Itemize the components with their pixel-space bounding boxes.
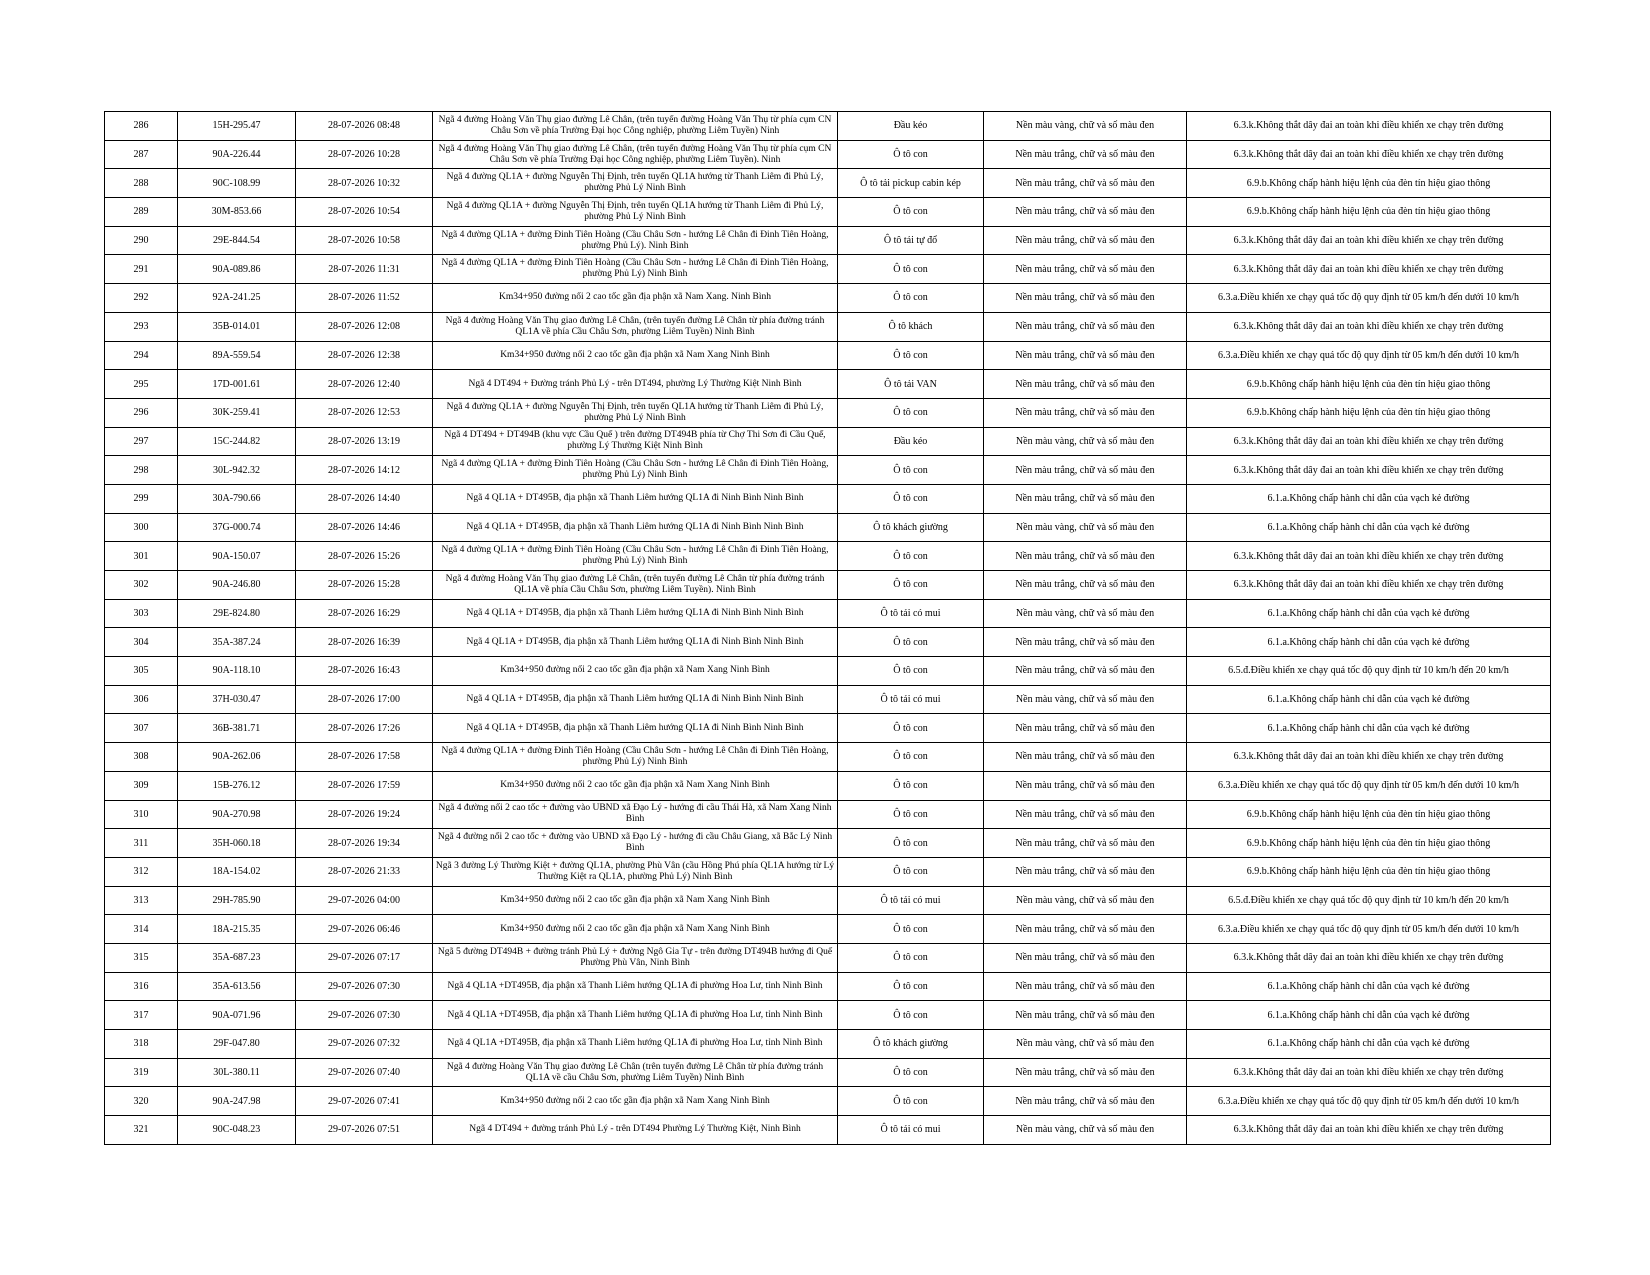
table-row	[105, 857, 1551, 886]
location-cell: Km34+950 đường nối 2 cao tốc gần địa phận xã Nam Xang Ninh Bình	[433, 915, 838, 944]
timestamp-cell: 29-07-2026 07:17	[296, 943, 433, 972]
row-number-cell: 304	[105, 628, 178, 657]
license-plate-cell: 18A-215.35	[178, 915, 296, 944]
vehicle-type-cell: Ô tô tải có mui	[838, 685, 984, 714]
row-number-cell: 310	[105, 800, 178, 829]
plate-color-cell: Nền màu trắng, chữ và số màu đen	[984, 628, 1187, 657]
location-cell: Ngã 5 đường DT494B + đường tránh Phủ Lý + đường Ngô Gia Tự - trên đường DT494B hướng đi Quế Phường Phù Vân, Ninh Bình	[433, 943, 838, 972]
location-cell: Km34+950 đường nối 2 cao tốc gần địa phận xã Nam Xang. Ninh Bình	[433, 284, 838, 313]
row-number-cell: 318	[105, 1030, 178, 1059]
timestamp-cell: 28-07-2026 17:26	[296, 714, 433, 743]
vehicle-type-cell: Ô tô con	[838, 829, 984, 858]
timestamp-cell: 29-07-2026 07:40	[296, 1058, 433, 1087]
plate-color-cell: Nền màu trắng, chữ và số màu đen	[984, 771, 1187, 800]
vehicle-type-cell: Ô tô con	[838, 943, 984, 972]
license-plate-cell: 92A-241.25	[178, 284, 296, 313]
table-row	[105, 571, 1551, 600]
violation-cell: 6.3.a.Điều khiển xe chạy quá tốc độ quy định từ 05 km/h đến dưới 10 km/h	[1187, 1087, 1551, 1116]
plate-color-cell: Nền màu trắng, chữ và số màu đen	[984, 972, 1187, 1001]
violation-cell: 6.9.b.Không chấp hành hiệu lệnh của đèn tín hiệu giao thông	[1187, 370, 1551, 399]
violation-cell: 6.1.a.Không chấp hành chỉ dẫn của vạch kẻ đường	[1187, 972, 1551, 1001]
table-body	[105, 112, 1551, 1145]
row-number-cell: 289	[105, 198, 178, 227]
table-row	[105, 1001, 1551, 1030]
plate-color-cell: Nền màu vàng, chữ và số màu đen	[984, 1116, 1187, 1145]
violation-cell: 6.3.k.Không thắt dây đai an toàn khi điều khiển xe chạy trên đường	[1187, 140, 1551, 169]
violation-cell: 6.9.b.Không chấp hành hiệu lệnh của đèn tín hiệu giao thông	[1187, 829, 1551, 858]
plate-color-cell: Nền màu trắng, chữ và số màu đen	[984, 857, 1187, 886]
violation-cell: 6.1.a.Không chấp hành chỉ dẫn của vạch kẻ đường	[1187, 1030, 1551, 1059]
row-number-cell: 306	[105, 685, 178, 714]
table-row	[105, 829, 1551, 858]
row-number-cell: 311	[105, 829, 178, 858]
table-row	[105, 312, 1551, 341]
vehicle-type-cell: Đầu kéo	[838, 427, 984, 456]
location-cell: Ngã 4 QL1A +DT495B, địa phận xã Thanh Liêm hướng QL1A đi phường Hoa Lư, tỉnh Ninh Bình	[433, 1030, 838, 1059]
timestamp-cell: 29-07-2026 07:30	[296, 972, 433, 1001]
vehicle-type-cell: Ô tô con	[838, 714, 984, 743]
timestamp-cell: 29-07-2026 07:32	[296, 1030, 433, 1059]
violation-cell: 6.1.a.Không chấp hành chỉ dẫn của vạch kẻ đường	[1187, 628, 1551, 657]
timestamp-cell: 28-07-2026 10:58	[296, 226, 433, 255]
plate-color-cell: Nền màu trắng, chữ và số màu đen	[984, 829, 1187, 858]
location-cell: Ngã 4 đường QL1A + đường Đinh Tiên Hoàng (Cầu Châu Sơn - hướng Lê Chân đi Đinh Tiên Hoàng, phường Phủ Lý) Ninh Bình	[433, 456, 838, 485]
vehicle-type-cell: Ô tô con	[838, 628, 984, 657]
plate-color-cell: Nền màu trắng, chữ và số màu đen	[984, 1058, 1187, 1087]
table-row	[105, 1087, 1551, 1116]
row-number-cell: 288	[105, 169, 178, 198]
license-plate-cell: 90C-048.23	[178, 1116, 296, 1145]
location-cell: Km34+950 đường nối 2 cao tốc gần địa phận xã Nam Xang Ninh Bình	[433, 657, 838, 686]
plate-color-cell: Nền màu trắng, chữ và số màu đen	[984, 571, 1187, 600]
location-cell: Km34+950 đường nối 2 cao tốc gần địa phận xã Nam Xang Ninh Bình	[433, 771, 838, 800]
license-plate-cell: 90A-150.07	[178, 542, 296, 571]
location-cell: Ngã 4 QL1A + DT495B, địa phận xã Thanh Liêm hướng QL1A đi Ninh Bình Ninh Bình	[433, 714, 838, 743]
location-cell: Ngã 4 đường Hoàng Văn Thụ giao đường Lê Chân, (trên tuyến đường Lê Chân từ phía đường tránh QL1A về phía Cầu Châu Sơn, phường Liêm Tuyền). Ninh Bình	[433, 571, 838, 600]
vehicle-type-cell: Ô tô tải VAN	[838, 370, 984, 399]
license-plate-cell: 90A-089.86	[178, 255, 296, 284]
violation-cell: 6.3.k.Không thắt dây đai an toàn khi điều khiển xe chạy trên đường	[1187, 112, 1551, 141]
timestamp-cell: 28-07-2026 16:39	[296, 628, 433, 657]
table-row	[105, 226, 1551, 255]
table-row	[105, 915, 1551, 944]
violation-cell: 6.1.a.Không chấp hành chỉ dẫn của vạch kẻ đường	[1187, 1001, 1551, 1030]
row-number-cell: 300	[105, 513, 178, 542]
license-plate-cell: 29H-785.90	[178, 886, 296, 915]
violation-cell: 6.9.b.Không chấp hành hiệu lệnh của đèn tín hiệu giao thông	[1187, 169, 1551, 198]
row-number-cell: 308	[105, 743, 178, 772]
vehicle-type-cell: Ô tô con	[838, 1058, 984, 1087]
timestamp-cell: 28-07-2026 15:28	[296, 571, 433, 600]
license-plate-cell: 90A-246.80	[178, 571, 296, 600]
row-number-cell: 294	[105, 341, 178, 370]
location-cell: Ngã 4 QL1A +DT495B, địa phận xã Thanh Liêm hướng QL1A đi phường Hoa Lư, tỉnh Ninh Bình	[433, 1001, 838, 1030]
row-number-cell: 316	[105, 972, 178, 1001]
violation-cell: 6.1.a.Không chấp hành chỉ dẫn của vạch kẻ đường	[1187, 714, 1551, 743]
location-cell: Ngã 4 DT494 + DT494B (khu vực Cầu Quế ) trên đường DT494B phía từ Chợ Thi Sơn đi Cầu Quế, phường Lý Thường Kiệt Ninh Bình	[433, 427, 838, 456]
license-plate-cell: 29E-844.54	[178, 226, 296, 255]
timestamp-cell: 28-07-2026 13:19	[296, 427, 433, 456]
plate-color-cell: Nền màu trắng, chữ và số màu đen	[984, 800, 1187, 829]
plate-color-cell: Nền màu vàng, chữ và số màu đen	[984, 112, 1187, 141]
violation-cell: 6.3.a.Điều khiển xe chạy quá tốc độ quy định từ 05 km/h đến dưới 10 km/h	[1187, 771, 1551, 800]
location-cell: Ngã 4 DT494 + đường tránh Phủ Lý - trên DT494 Phường Lý Thường Kiệt, Ninh Bình	[433, 1116, 838, 1145]
plate-color-cell: Nền màu trắng, chữ và số màu đen	[984, 484, 1187, 513]
plate-color-cell: Nền màu vàng, chữ và số màu đen	[984, 886, 1187, 915]
row-number-cell: 298	[105, 456, 178, 485]
license-plate-cell: 35H-060.18	[178, 829, 296, 858]
violation-cell: 6.9.b.Không chấp hành hiệu lệnh của đèn tín hiệu giao thông	[1187, 857, 1551, 886]
row-number-cell: 307	[105, 714, 178, 743]
license-plate-cell: 15B-276.12	[178, 771, 296, 800]
violation-cell: 6.3.k.Không thắt dây đai an toàn khi điều khiển xe chạy trên đường	[1187, 456, 1551, 485]
location-cell: Ngã 4 đường Hoàng Văn Thụ giao đường Lê Chân, (trên tuyến đường Hoàng Văn Thụ từ phía cụm CN Châu Sơn về phía Trường Đại học Công nghiệp, phường Liêm Tuyền). Ninh	[433, 140, 838, 169]
row-number-cell: 291	[105, 255, 178, 284]
location-cell: Ngã 4 QL1A + DT495B, địa phận xã Thanh Liêm hướng QL1A đi Ninh Bình Ninh Bình	[433, 484, 838, 513]
violation-cell: 6.5.đ.Điều khiển xe chạy quá tốc độ quy định từ 10 km/h đến 20 km/h	[1187, 886, 1551, 915]
violation-cell: 6.3.k.Không thắt dây đai an toàn khi điều khiển xe chạy trên đường	[1187, 255, 1551, 284]
table-row	[105, 628, 1551, 657]
row-number-cell: 302	[105, 571, 178, 600]
license-plate-cell: 37H-030.47	[178, 685, 296, 714]
location-cell: Ngã 4 QL1A +DT495B, địa phận xã Thanh Liêm hướng QL1A đi phường Hoa Lư, tỉnh Ninh Bình	[433, 972, 838, 1001]
location-cell: Ngã 4 đường Hoàng Văn Thụ giao đường Lê Chân, (trên tuyến đường Lê Chân từ phía đường tránh QL1A về phía Cầu Châu Sơn, phường Liêm Tuyền) Ninh Bình	[433, 312, 838, 341]
table-row	[105, 513, 1551, 542]
plate-color-cell: Nền màu trắng, chữ và số màu đen	[984, 312, 1187, 341]
violation-cell: 6.5.đ.Điều khiển xe chạy quá tốc độ quy định từ 10 km/h đến 20 km/h	[1187, 657, 1551, 686]
vehicle-type-cell: Ô tô con	[838, 857, 984, 886]
violation-cell: 6.3.k.Không thắt dây đai an toàn khi điều khiển xe chạy trên đường	[1187, 427, 1551, 456]
license-plate-cell: 90A-247.98	[178, 1087, 296, 1116]
timestamp-cell: 28-07-2026 10:54	[296, 198, 433, 227]
plate-color-cell: Nền màu trắng, chữ và số màu đen	[984, 255, 1187, 284]
table-row	[105, 370, 1551, 399]
vehicle-type-cell: Ô tô con	[838, 571, 984, 600]
location-cell: Km34+950 đường nối 2 cao tốc gần địa phận xã Nam Xang Ninh Bình	[433, 341, 838, 370]
location-cell: Ngã 4 QL1A + DT495B, địa phận xã Thanh Liêm hướng QL1A đi Ninh Bình Ninh Bình	[433, 628, 838, 657]
location-cell: Ngã 4 đường nối 2 cao tốc + đường vào UBND xã Đạo Lý - hướng đi cầu Châu Giang, xã Bắc Lý Ninh Bình	[433, 829, 838, 858]
timestamp-cell: 29-07-2026 07:30	[296, 1001, 433, 1030]
location-cell: Ngã 4 DT494 + Đường tránh Phủ Lý - trên DT494, phường Lý Thường Kiệt Ninh Bình	[433, 370, 838, 399]
timestamp-cell: 28-07-2026 08:48	[296, 112, 433, 141]
vehicle-type-cell: Ô tô tải pickup cabin kép	[838, 169, 984, 198]
location-cell: Ngã 4 đường QL1A + đường Đinh Tiên Hoàng (Cầu Châu Sơn - hướng Lê Chân đi Đinh Tiên Hoàng, phường Phủ Lý) Ninh Bình	[433, 542, 838, 571]
location-cell: Ngã 4 QL1A + DT495B, địa phận xã Thanh Liêm hướng QL1A đi Ninh Bình Ninh Bình	[433, 685, 838, 714]
table-row	[105, 255, 1551, 284]
license-plate-cell: 35A-387.24	[178, 628, 296, 657]
timestamp-cell: 28-07-2026 12:38	[296, 341, 433, 370]
license-plate-cell: 90A-270.98	[178, 800, 296, 829]
plate-color-cell: Nền màu trắng, chữ và số màu đen	[984, 284, 1187, 313]
timestamp-cell: 28-07-2026 17:59	[296, 771, 433, 800]
table-row	[105, 169, 1551, 198]
table-row	[105, 685, 1551, 714]
license-plate-cell: 30M-853.66	[178, 198, 296, 227]
row-number-cell: 301	[105, 542, 178, 571]
vehicle-type-cell: Ô tô con	[838, 1087, 984, 1116]
table-row	[105, 398, 1551, 427]
vehicle-type-cell: Ô tô con	[838, 972, 984, 1001]
vehicle-type-cell: Ô tô con	[838, 743, 984, 772]
table-row	[105, 943, 1551, 972]
plate-color-cell: Nền màu trắng, chữ và số màu đen	[984, 398, 1187, 427]
timestamp-cell: 29-07-2026 07:51	[296, 1116, 433, 1145]
license-plate-cell: 17D-001.61	[178, 370, 296, 399]
row-number-cell: 314	[105, 915, 178, 944]
vehicle-type-cell: Ô tô con	[838, 255, 984, 284]
plate-color-cell: Nền màu trắng, chữ và số màu đen	[984, 169, 1187, 198]
license-plate-cell: 37G-000.74	[178, 513, 296, 542]
plate-color-cell: Nền màu trắng, chữ và số màu đen	[984, 657, 1187, 686]
violation-cell: 6.1.a.Không chấp hành chỉ dẫn của vạch kẻ đường	[1187, 685, 1551, 714]
vehicle-type-cell: Ô tô con	[838, 542, 984, 571]
license-plate-cell: 30L-380.11	[178, 1058, 296, 1087]
table-row	[105, 341, 1551, 370]
license-plate-cell: 30A-790.66	[178, 484, 296, 513]
row-number-cell: 293	[105, 312, 178, 341]
vehicle-type-cell: Ô tô con	[838, 284, 984, 313]
row-number-cell: 286	[105, 112, 178, 141]
vehicle-type-cell: Ô tô con	[838, 398, 984, 427]
violation-cell: 6.3.k.Không thắt dây đai an toàn khi điều khiển xe chạy trên đường	[1187, 743, 1551, 772]
vehicle-type-cell: Ô tô khách giường	[838, 1030, 984, 1059]
location-cell: Ngã 4 đường QL1A + đường Nguyễn Thị Định, trên tuyến QL1A hướng từ Thanh Liêm đi Phủ Lý, phường Phủ Lý Ninh Bình	[433, 198, 838, 227]
plate-color-cell: Nền màu vàng, chữ và số màu đen	[984, 513, 1187, 542]
plate-color-cell: Nền màu trắng, chữ và số màu đen	[984, 198, 1187, 227]
timestamp-cell: 28-07-2026 14:40	[296, 484, 433, 513]
timestamp-cell: 28-07-2026 14:12	[296, 456, 433, 485]
timestamp-cell: 29-07-2026 04:00	[296, 886, 433, 915]
timestamp-cell: 28-07-2026 15:26	[296, 542, 433, 571]
vehicle-type-cell: Ô tô con	[838, 800, 984, 829]
violation-cell: 6.3.a.Điều khiển xe chạy quá tốc độ quy định từ 05 km/h đến dưới 10 km/h	[1187, 915, 1551, 944]
table-row	[105, 714, 1551, 743]
violation-cell: 6.9.b.Không chấp hành hiệu lệnh của đèn tín hiệu giao thông	[1187, 398, 1551, 427]
table-row	[105, 771, 1551, 800]
table-row	[105, 112, 1551, 141]
vehicle-type-cell: Đầu kéo	[838, 112, 984, 141]
row-number-cell: 321	[105, 1116, 178, 1145]
vehicle-type-cell: Ô tô con	[838, 657, 984, 686]
row-number-cell: 292	[105, 284, 178, 313]
plate-color-cell: Nền màu vàng, chữ và số màu đen	[984, 1030, 1187, 1059]
row-number-cell: 287	[105, 140, 178, 169]
plate-color-cell: Nền màu trắng, chữ và số màu đen	[984, 456, 1187, 485]
license-plate-cell: 35A-613.56	[178, 972, 296, 1001]
violation-cell: 6.3.k.Không thắt dây đai an toàn khi điều khiển xe chạy trên đường	[1187, 226, 1551, 255]
timestamp-cell: 29-07-2026 06:46	[296, 915, 433, 944]
violation-cell: 6.3.k.Không thắt dây đai an toàn khi điều khiển xe chạy trên đường	[1187, 571, 1551, 600]
location-cell: Ngã 4 đường QL1A + đường Nguyễn Thị Định, trên tuyến QL1A hướng từ Thanh Liêm đi Phủ Lý, phường Phủ Lý Ninh Bình	[433, 169, 838, 198]
violation-cell: 6.3.a.Điều khiển xe chạy quá tốc độ quy định từ 05 km/h đến dưới 10 km/h	[1187, 284, 1551, 313]
license-plate-cell: 89A-559.54	[178, 341, 296, 370]
violation-cell: 6.3.k.Không thắt dây đai an toàn khi điều khiển xe chạy trên đường	[1187, 1058, 1551, 1087]
violation-cell: 6.1.a.Không chấp hành chỉ dẫn của vạch kẻ đường	[1187, 484, 1551, 513]
plate-color-cell: Nền màu trắng, chữ và số màu đen	[984, 743, 1187, 772]
timestamp-cell: 29-07-2026 07:41	[296, 1087, 433, 1116]
vehicle-type-cell: Ô tô tải tự đổ	[838, 226, 984, 255]
row-number-cell: 320	[105, 1087, 178, 1116]
row-number-cell: 290	[105, 226, 178, 255]
row-number-cell: 305	[105, 657, 178, 686]
vehicle-type-cell: Ô tô tải có mui	[838, 886, 984, 915]
row-number-cell: 296	[105, 398, 178, 427]
row-number-cell: 312	[105, 857, 178, 886]
plate-color-cell: Nền màu trắng, chữ và số màu đen	[984, 140, 1187, 169]
location-cell: Km34+950 đường nối 2 cao tốc gần địa phận xã Nam Xang Ninh Bình	[433, 1087, 838, 1116]
timestamp-cell: 28-07-2026 12:40	[296, 370, 433, 399]
table-row	[105, 140, 1551, 169]
license-plate-cell: 35B-014.01	[178, 312, 296, 341]
vehicle-type-cell: Ô tô con	[838, 484, 984, 513]
table-row	[105, 800, 1551, 829]
timestamp-cell: 28-07-2026 21:33	[296, 857, 433, 886]
row-number-cell: 309	[105, 771, 178, 800]
violation-cell: 6.3.k.Không thắt dây đai an toàn khi điều khiển xe chạy trên đường	[1187, 542, 1551, 571]
location-cell: Ngã 4 đường nối 2 cao tốc + đường vào UBND xã Đạo Lý - hướng đi cầu Thái Hà, xã Nam Xang Ninh Bình	[433, 800, 838, 829]
vehicle-type-cell: Ô tô tải có mui	[838, 1116, 984, 1145]
plate-color-cell: Nền màu trắng, chữ và số màu đen	[984, 1087, 1187, 1116]
location-cell: Ngã 4 QL1A + DT495B, địa phận xã Thanh Liêm hướng QL1A đi Ninh Bình Ninh Bình	[433, 513, 838, 542]
location-cell: Ngã 4 đường QL1A + đường Nguyễn Thị Định, trên tuyến QL1A hướng từ Thanh Liêm đi Phủ Lý, phường Phủ Lý Ninh Bình	[433, 398, 838, 427]
timestamp-cell: 28-07-2026 19:24	[296, 800, 433, 829]
license-plate-cell: 90A-262.06	[178, 743, 296, 772]
license-plate-cell: 90C-108.99	[178, 169, 296, 198]
table-row	[105, 657, 1551, 686]
violation-cell: 6.1.a.Không chấp hành chỉ dẫn của vạch kẻ đường	[1187, 513, 1551, 542]
timestamp-cell: 28-07-2026 19:34	[296, 829, 433, 858]
row-number-cell: 299	[105, 484, 178, 513]
row-number-cell: 297	[105, 427, 178, 456]
vehicle-type-cell: Ô tô khách	[838, 312, 984, 341]
location-cell: Ngã 4 đường QL1A + đường Đinh Tiên Hoàng (Cầu Châu Sơn - hướng Lê Chân đi Đinh Tiên Hoàng, phường Phủ Lý) Ninh Bình	[433, 255, 838, 284]
row-number-cell: 319	[105, 1058, 178, 1087]
vehicle-type-cell: Ô tô con	[838, 915, 984, 944]
timestamp-cell: 28-07-2026 10:32	[296, 169, 433, 198]
violation-cell: 6.9.b.Không chấp hành hiệu lệnh của đèn tín hiệu giao thông	[1187, 800, 1551, 829]
violation-cell: 6.1.a.Không chấp hành chỉ dẫn của vạch kẻ đường	[1187, 599, 1551, 628]
license-plate-cell: 29E-824.80	[178, 599, 296, 628]
table-row	[105, 427, 1551, 456]
row-number-cell: 303	[105, 599, 178, 628]
plate-color-cell: Nền màu trắng, chữ và số màu đen	[984, 1001, 1187, 1030]
license-plate-cell: 30K-259.41	[178, 398, 296, 427]
violation-cell: 6.3.k.Không thắt dây đai an toàn khi điều khiển xe chạy trên đường	[1187, 943, 1551, 972]
plate-color-cell: Nền màu vàng, chữ và số màu đen	[984, 599, 1187, 628]
license-plate-cell: 29F-047.80	[178, 1030, 296, 1059]
location-cell: Ngã 4 đường Hoàng Văn Thụ giao đường Lê Chân, (trên tuyến đường Hoàng Văn Thụ từ phía cụm CN Châu Sơn về phía Trường Đại học Công nghiệp, phường Liêm Tuyền) Ninh	[433, 112, 838, 141]
plate-color-cell: Nền màu vàng, chữ và số màu đen	[984, 427, 1187, 456]
plate-color-cell: Nền màu trắng, chữ và số màu đen	[984, 915, 1187, 944]
vehicle-type-cell: Ô tô con	[838, 456, 984, 485]
table-row	[105, 198, 1551, 227]
timestamp-cell: 28-07-2026 16:29	[296, 599, 433, 628]
table-row	[105, 743, 1551, 772]
plate-color-cell: Nền màu trắng, chữ và số màu đen	[984, 542, 1187, 571]
row-number-cell: 315	[105, 943, 178, 972]
timestamp-cell: 28-07-2026 12:53	[296, 398, 433, 427]
plate-color-cell: Nền màu trắng, chữ và số màu đen	[984, 714, 1187, 743]
location-cell: Ngã 3 đường Lý Thường Kiệt + đường QL1A, phường Phù Vân (cầu Hồng Phú phía QL1A hướng từ Lý Thường Kiệt ra QL1A, phường Phủ Lý) Ninh Bình	[433, 857, 838, 886]
timestamp-cell: 28-07-2026 14:46	[296, 513, 433, 542]
violation-cell: 6.3.k.Không thắt dây đai an toàn khi điều khiển xe chạy trên đường	[1187, 312, 1551, 341]
timestamp-cell: 28-07-2026 17:00	[296, 685, 433, 714]
license-plate-cell: 35A-687.23	[178, 943, 296, 972]
location-cell: Km34+950 đường nối 2 cao tốc gần địa phận xã Nam Xang Ninh Bình	[433, 886, 838, 915]
timestamp-cell: 28-07-2026 12:08	[296, 312, 433, 341]
location-cell: Ngã 4 đường QL1A + đường Đinh Tiên Hoàng (Cầu Châu Sơn - hướng Lê Chân đi Đinh Tiên Hoàng, phường Phủ Lý) Ninh Bình	[433, 743, 838, 772]
row-number-cell: 317	[105, 1001, 178, 1030]
table-row	[105, 972, 1551, 1001]
table-row	[105, 542, 1551, 571]
violation-cell: 6.9.b.Không chấp hành hiệu lệnh của đèn tín hiệu giao thông	[1187, 198, 1551, 227]
timestamp-cell: 28-07-2026 17:58	[296, 743, 433, 772]
license-plate-cell: 18A-154.02	[178, 857, 296, 886]
table-row	[105, 599, 1551, 628]
violation-cell: 6.3.k.Không thắt dây đai an toàn khi điều khiển xe chạy trên đường	[1187, 1116, 1551, 1145]
plate-color-cell: Nền màu trắng, chữ và số màu đen	[984, 943, 1187, 972]
plate-color-cell: Nền màu trắng, chữ và số màu đen	[984, 370, 1187, 399]
timestamp-cell: 28-07-2026 11:31	[296, 255, 433, 284]
plate-color-cell: Nền màu trắng, chữ và số màu đen	[984, 341, 1187, 370]
timestamp-cell: 28-07-2026 10:28	[296, 140, 433, 169]
license-plate-cell: 90A-118.10	[178, 657, 296, 686]
location-cell: Ngã 4 QL1A + DT495B, địa phận xã Thanh Liêm hướng QL1A đi Ninh Bình Ninh Bình	[433, 599, 838, 628]
vehicle-type-cell: Ô tô con	[838, 771, 984, 800]
license-plate-cell: 30L-942.32	[178, 456, 296, 485]
vehicle-type-cell: Ô tô con	[838, 1001, 984, 1030]
timestamp-cell: 28-07-2026 11:52	[296, 284, 433, 313]
location-cell: Ngã 4 đường QL1A + đường Đinh Tiên Hoàng (Cầu Châu Sơn - hướng Lê Chân đi Đinh Tiên Hoàng, phường Phủ Lý). Ninh Bình	[433, 226, 838, 255]
table-row	[105, 456, 1551, 485]
table-row	[105, 284, 1551, 313]
location-cell: Ngã 4 đường Hoàng Văn Thụ giao đường Lê Chân (trên tuyến đường Lê Chân từ phía đường tránh QL1A về cầu Châu Sơn, phường Liêm Tuyền) Ninh Bình	[433, 1058, 838, 1087]
plate-color-cell: Nền màu vàng, chữ và số màu đen	[984, 685, 1187, 714]
license-plate-cell: 15H-295.47	[178, 112, 296, 141]
vehicle-type-cell: Ô tô khách giường	[838, 513, 984, 542]
vehicle-type-cell: Ô tô con	[838, 198, 984, 227]
timestamp-cell: 28-07-2026 16:43	[296, 657, 433, 686]
vehicle-type-cell: Ô tô con	[838, 341, 984, 370]
table-row	[105, 1116, 1551, 1145]
table-row	[105, 484, 1551, 513]
violation-cell: 6.3.a.Điều khiển xe chạy quá tốc độ quy định từ 05 km/h đến dưới 10 km/h	[1187, 341, 1551, 370]
row-number-cell: 313	[105, 886, 178, 915]
table-row	[105, 886, 1551, 915]
vehicle-type-cell: Ô tô con	[838, 140, 984, 169]
violations-table	[104, 111, 1551, 1145]
table-row	[105, 1030, 1551, 1059]
license-plate-cell: 36B-381.71	[178, 714, 296, 743]
license-plate-cell: 90A-071.96	[178, 1001, 296, 1030]
table-row	[105, 1058, 1551, 1087]
license-plate-cell: 15C-244.82	[178, 427, 296, 456]
row-number-cell: 295	[105, 370, 178, 399]
vehicle-type-cell: Ô tô tải có mui	[838, 599, 984, 628]
plate-color-cell: Nền màu trắng, chữ và số màu đen	[984, 226, 1187, 255]
license-plate-cell: 90A-226.44	[178, 140, 296, 169]
